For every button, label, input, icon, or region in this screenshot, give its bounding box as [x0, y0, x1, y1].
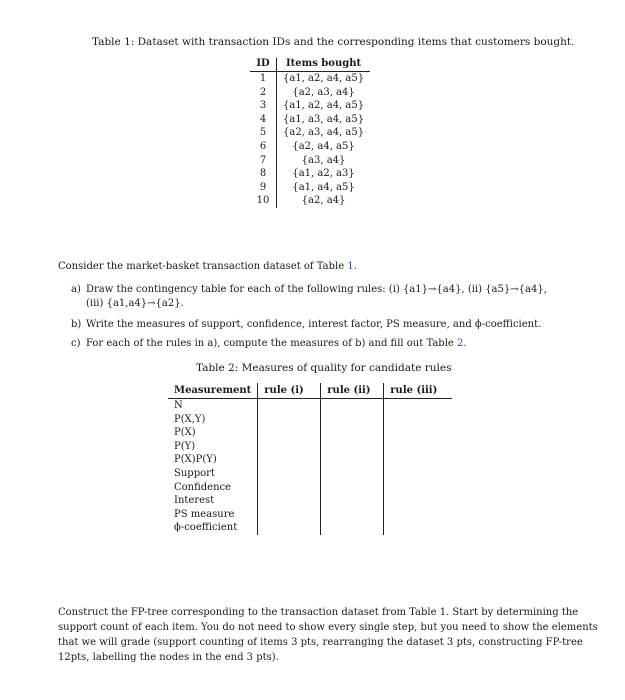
table-header-row — [250, 58, 370, 72]
cell-items: {a1, a2, a4, a5} — [283, 100, 365, 112]
table-row — [250, 113, 370, 127]
cell-rule-i[interactable] — [258, 426, 321, 440]
table-row — [168, 481, 452, 495]
transactions-table — [250, 58, 370, 208]
cell-rule-iii[interactable] — [384, 413, 453, 427]
question-end: . — [463, 338, 467, 349]
cell-rule-iii[interactable] — [384, 508, 453, 522]
cell-rule-iii[interactable] — [384, 481, 453, 495]
cell-measurement: N — [168, 399, 258, 413]
cell-items: {a2, a4, a5} — [292, 140, 355, 152]
column-header-id: ID — [250, 58, 277, 72]
cell-rule-iii[interactable] — [384, 467, 453, 481]
cell-rule-iii[interactable] — [384, 440, 453, 454]
cell-rule-ii[interactable] — [321, 467, 384, 481]
cell-rule-iii[interactable] — [384, 521, 453, 535]
cell-items: {a1, a3, a4, a5} — [283, 113, 365, 125]
cell-id: 4 — [250, 113, 277, 127]
cell-measurement: PS measure — [168, 508, 258, 522]
cell-rule-iii[interactable] — [384, 494, 453, 508]
cell-id: 5 — [250, 126, 277, 140]
question-text: Write the measures of support, confidence, interest factor, PS measure, and ϕ-coefficient. — [86, 319, 542, 330]
cell-items: {a3, a4} — [301, 154, 346, 166]
cell-items: {a1, a2, a3} — [292, 168, 355, 180]
table-row — [250, 167, 370, 181]
question-marker: a) — [71, 284, 81, 295]
cell-rule-iii[interactable] — [384, 426, 453, 440]
cell-rule-ii[interactable] — [321, 481, 384, 495]
table2-reference-link[interactable]: 2 — [457, 338, 464, 349]
question-marker: b) — [71, 319, 82, 330]
cell-rule-i[interactable] — [258, 453, 321, 467]
cell-id: 2 — [250, 86, 277, 100]
question-text: For each of the rules in a), compute the measures of b) and fill out Table — [86, 338, 457, 349]
cell-id: 10 — [250, 194, 277, 208]
table-row — [250, 86, 370, 100]
table-row — [250, 194, 370, 208]
question-text-continued: (iii) {a1,a4}→{a2}. — [86, 298, 184, 309]
cell-rule-i[interactable] — [258, 521, 321, 535]
cell-rule-ii[interactable] — [321, 399, 384, 413]
cell-items: {a2, a3, a4} — [292, 86, 355, 98]
table-row — [168, 413, 452, 427]
column-header-items: Items bought — [277, 58, 371, 72]
cell-measurement: P(X)P(Y) — [168, 453, 258, 467]
fp-tree-line: that we will grade (support counting of items 3 pts, rearranging the dataset 3 pts, constructing FP-tree — [58, 637, 583, 648]
table-row — [168, 494, 452, 508]
cell-measurement: P(X,Y) — [168, 413, 258, 427]
table-row — [250, 126, 370, 140]
cell-id: 3 — [250, 99, 277, 113]
table2-caption: Table 2: Measures of quality for candidate rules — [196, 362, 452, 374]
cell-rule-i[interactable] — [258, 440, 321, 454]
question-text: Draw the contingency table for each of the following rules: (i) {a1}→{a4}, (ii) {a5}→{a4}, — [86, 284, 547, 295]
cell-rule-ii[interactable] — [321, 440, 384, 454]
column-header-rule-iii: rule (iii) — [384, 383, 453, 399]
table-row — [250, 72, 370, 86]
cell-id: 1 — [250, 72, 277, 86]
question-marker: c) — [71, 338, 81, 349]
cell-measurement: Support — [168, 467, 258, 481]
table-row — [250, 140, 370, 154]
fp-tree-line: 12pts, labelling the nodes in the end 3 pts). — [58, 652, 279, 663]
table-row — [168, 467, 452, 481]
table1-caption: Table 1: Dataset with transaction IDs and the corresponding items that customers bought. — [92, 36, 575, 48]
cell-measurement: P(X) — [168, 426, 258, 440]
cell-rule-i[interactable] — [258, 413, 321, 427]
table-row — [250, 99, 370, 113]
fp-tree-line: support count of each item. You do not need to show every single step, but you need to show the elements — [58, 622, 598, 633]
cell-items: {a2, a3, a4, a5} — [283, 127, 365, 139]
fp-tree-line: Construct the FP-tree corresponding to the transaction dataset from Table 1. Start by determining the — [58, 607, 579, 618]
cell-id: 9 — [250, 181, 277, 195]
cell-measurement: Confidence — [168, 481, 258, 495]
cell-id: 7 — [250, 154, 277, 168]
intro-end: . — [353, 261, 357, 272]
cell-items: {a2, a4} — [301, 195, 346, 207]
table-row — [168, 440, 452, 454]
cell-measurement: P(Y) — [168, 440, 258, 454]
column-header-rule-ii: rule (ii) — [321, 383, 384, 399]
measures-table — [168, 383, 452, 535]
cell-id: 8 — [250, 167, 277, 181]
cell-rule-ii[interactable] — [321, 413, 384, 427]
cell-items: {a1, a4, a5} — [292, 181, 355, 193]
question-a — [71, 283, 576, 311]
question-c — [71, 337, 576, 351]
table-row — [168, 521, 452, 535]
fp-tree-paragraph — [58, 605, 598, 665]
cell-rule-ii[interactable] — [321, 521, 384, 535]
column-header-rule-i: rule (i) — [258, 383, 321, 399]
cell-rule-i[interactable] — [258, 399, 321, 413]
table-row — [168, 399, 452, 413]
cell-rule-ii[interactable] — [321, 494, 384, 508]
cell-id: 6 — [250, 140, 277, 154]
question-b — [71, 318, 576, 332]
cell-rule-i[interactable] — [258, 467, 321, 481]
cell-rule-ii[interactable] — [321, 453, 384, 467]
column-header-measurement: Measurement — [168, 383, 258, 399]
table-row — [168, 426, 452, 440]
intro-text: Consider the market-basket transaction dataset of Table — [58, 261, 348, 272]
cell-rule-i[interactable] — [258, 481, 321, 495]
intro-paragraph — [58, 259, 357, 274]
cell-rule-iii[interactable] — [384, 399, 453, 413]
cell-rule-i[interactable] — [258, 508, 321, 522]
cell-rule-iii[interactable] — [384, 453, 453, 467]
table1-reference-link[interactable]: 1 — [347, 261, 354, 272]
cell-measurement: ϕ-coefficient — [168, 521, 258, 535]
cell-rule-ii[interactable] — [321, 426, 384, 440]
cell-rule-ii[interactable] — [321, 508, 384, 522]
table-row — [250, 154, 370, 168]
table-row — [250, 181, 370, 195]
table-header-row — [168, 383, 452, 399]
cell-items: {a1, a2, a4, a5} — [283, 73, 365, 84]
cell-rule-i[interactable] — [258, 494, 321, 508]
cell-measurement: Interest — [168, 494, 258, 508]
table-row — [168, 508, 452, 522]
table-row — [168, 453, 452, 467]
